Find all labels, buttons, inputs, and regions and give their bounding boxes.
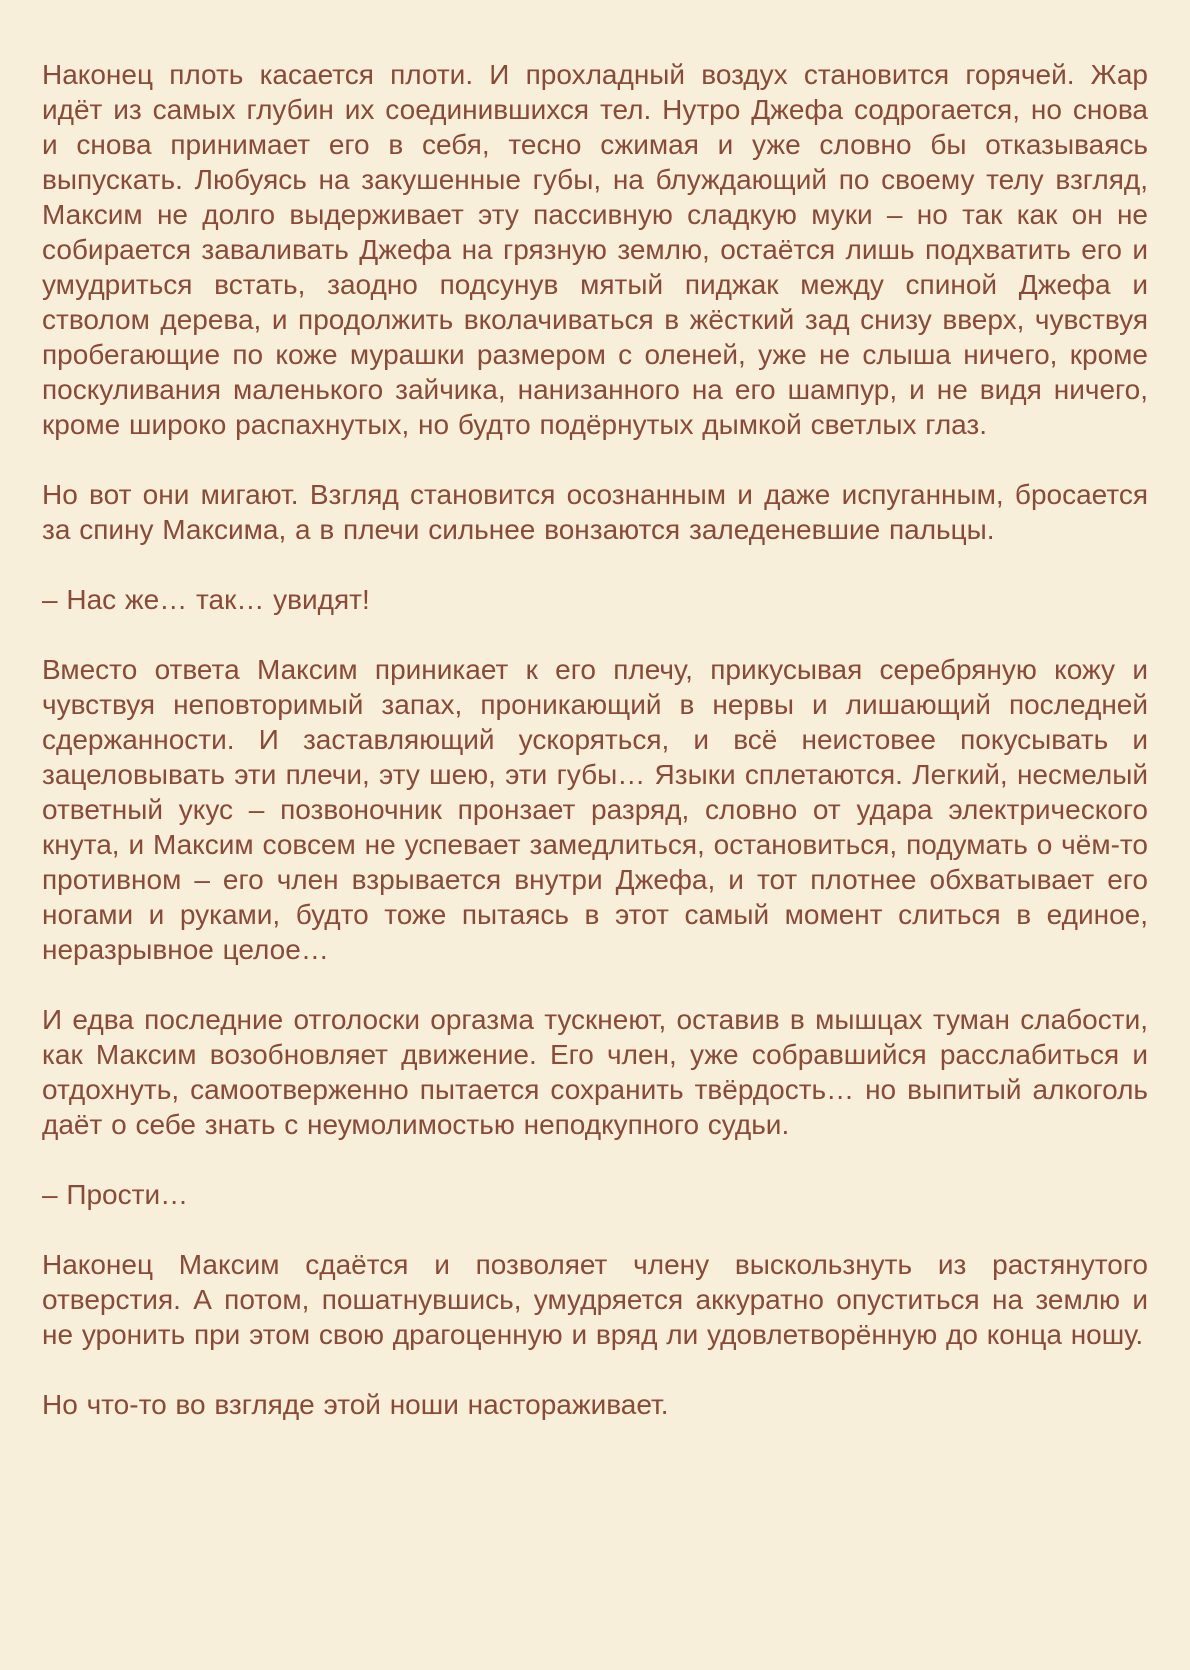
paragraph: Вместо ответа Максим приникает к его плечу, прикусывая серебряную кожу и чувствуя неповторимый запах, проникающий в нервы и лишающий последней сдержанности. И заставляющий ускоряться, и всё неистовее покусывать и зацеловывать эти плечи, эту шею, эти губы… Языки сплетаются. Легкий, несмелый ответный укус – позвоночник пронзает разряд, словно от удара электрического кнута, и Максим совсем не успевает замедлиться, остановиться, подумать о чём-то противном – его член взрывается внутри Джефа, и тот плотнее обхватывает его ногами и руками, будто тоже пытаясь в этот самый момент слиться в единое, неразрывное целое… [42, 654, 1148, 965]
paragraph: Наконец Максим сдаётся и позволяет члену выскользнуть из растянутого отверстия. А потом, пошатнувшись, умудряется аккуратно опуститься на землю и не уронить при этом свою драгоценную и вряд ли удовлетворённую до конца ношу. [42, 1249, 1148, 1350]
paragraph: И едва последние отголоски оргазма тускнеют, оставив в мышцах туман слабости, как Максим возобновляет движение. Его член, уже собравшийся расслабиться и отдохнуть, самоотверженно пытается сохранить твёрдость… но выпитый алкоголь даёт о себе знать с неумолимостью неподкупного судьи. [42, 1004, 1148, 1140]
paragraph: Наконец плоть касается плоти. И прохладный воздух становится горячей. Жар идёт из самых глубин их соединившихся тел. Нутро Джефа содрогается, но снова и снова принимает его в себя, тесно сжимая и уже словно бы отказываясь выпускать. Любуясь на закушенные губы, на блуждающий по своему телу взгляд, Максим не долго выдерживает эту пассивную сладкую муки – но так как он не собирается заваливать Джефа на грязную землю, остаётся лишь подхватить его и умудриться встать, заодно подсунув мятый пиджак между спиной Джефа и стволом дерева, и продолжить вколачиваться в жёсткий зад снизу вверх, чувствуя пробегающие по коже мурашки размером с оленей, уже не слыша ничего, кроме поскуливания маленького зайчика, нанизанного на его шампур, и не видя ничего, кроме широко распахнутых, но будто подёрнутых дымкой светлых глаз. [42, 59, 1148, 440]
paragraph: Но что-то во взгляде этой ноши настораживает. [42, 1389, 669, 1420]
paragraph: Но вот они мигают. Взгляд становится осознанным и даже испуганным, бросается за спину Максима, а в плечи сильнее вонзаются заледеневшие пальцы. [42, 479, 1148, 545]
dialogue-line: – Нас же… так… увидят! [42, 584, 370, 615]
dialogue-line: – Прости… [42, 1179, 189, 1210]
